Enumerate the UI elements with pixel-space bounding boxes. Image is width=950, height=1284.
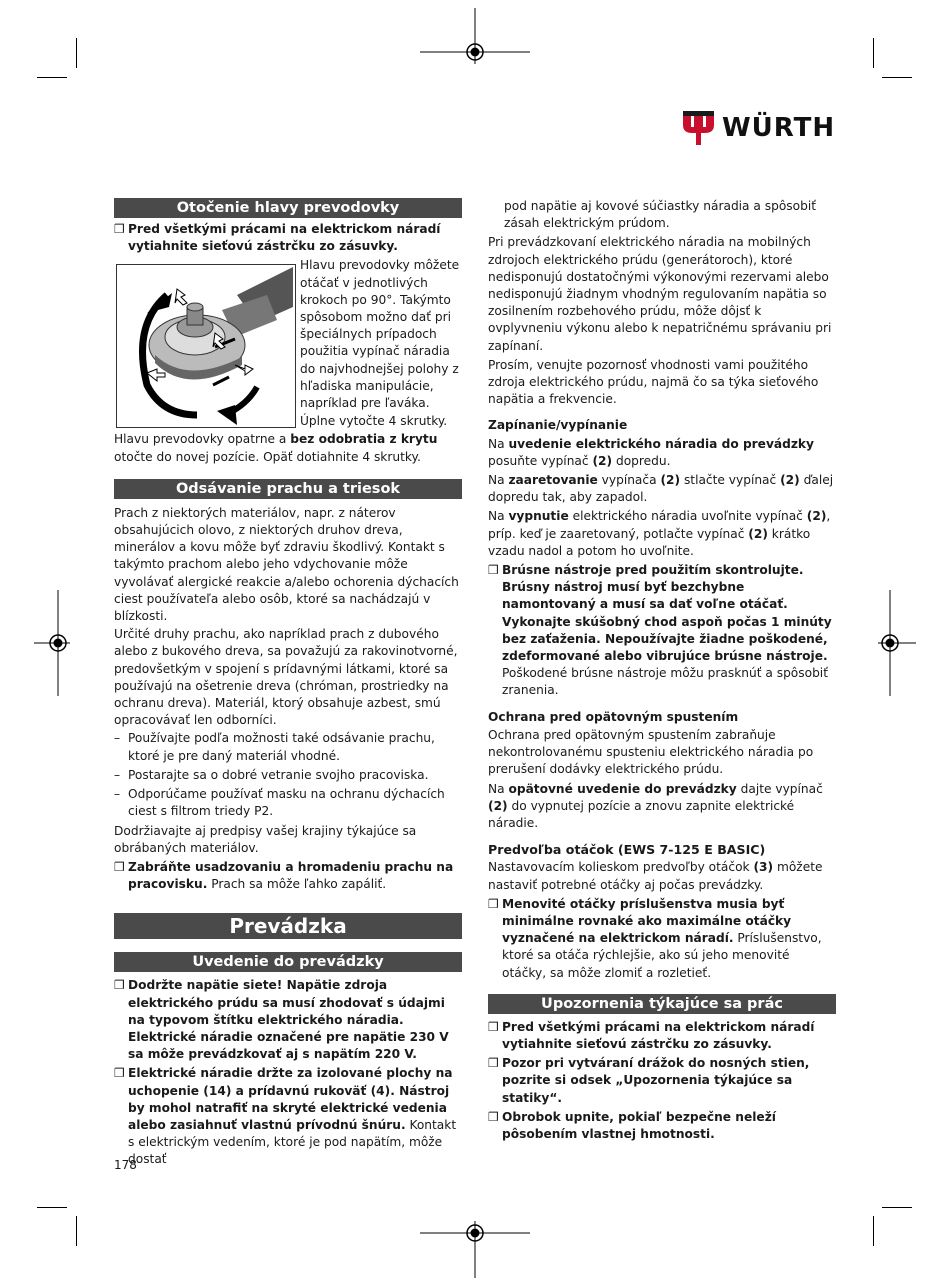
warning-box-icon: ❒ — [114, 222, 125, 236]
page-number: 178 — [114, 1158, 137, 1172]
gearhead-rotation-figure — [116, 264, 296, 428]
crop-mark — [873, 1216, 874, 1246]
crop-mark — [37, 77, 67, 78]
subheading-speed: Predvoľba otáčok (EWS 7-125 E BASIC) — [488, 842, 766, 858]
warning-text: Pred všetkými prácami na elektrickom náradí vytiahnite sieťovú zástrčku zo zásuvky. — [128, 222, 441, 254]
wurth-logo — [683, 111, 835, 145]
registration-mark-icon — [34, 590, 70, 696]
warning-item — [114, 221, 462, 255]
warning-item: ❒ Zabráňte usadzovaniu a hromadeniu prachu na pracovisku. Prach sa môže ľahko zapáliť. — [114, 859, 462, 893]
warning-item: ❒ Pred všetkými prácami na elektrickom náradí vytiahnite sieťovú zástrčku zo zásuvky. — [488, 1019, 836, 1053]
subheading-on-off: Zapínanie/vypínanie — [488, 418, 628, 433]
chapter-heading-operation: Prevádzka — [114, 913, 462, 939]
speed-paragraph: Nastavovacím kolieskom predvoľby otáčok (3) môžete nastaviť potrebné otáčky aj počas prevádzky. — [488, 860, 823, 892]
brand-name: WÜRTH — [722, 113, 836, 143]
warning-item: ❒ Obrobok upnite, pokiaľ bezpečne neleží pôsobením vlastnej hmotnosti. — [488, 1109, 836, 1143]
wurth-logo-icon — [683, 111, 714, 145]
on-paragraph: Na uvedenie elektrického náradia do prevádzky posuňte vypínač (2) dopredu. — [488, 436, 814, 468]
crop-mark — [882, 1207, 912, 1208]
warning-item: ❒ Dodržte napätie siete! Napätie zdroja elektrického prúdu sa musí zhodovať s údajmi na typovom štítku elektrického náradia. Elektrické náradie označené pre napätie 230 V sa môže prevádzkovať aj s napätím 220 V. — [114, 977, 462, 1063]
registration-mark-icon — [474, 1243, 476, 1278]
warning-box-icon: ❒ — [488, 563, 499, 578]
warning-box-icon: ❒ — [488, 896, 499, 911]
section-heading-work-notes: Upozornenia týkajúce sa prác — [488, 994, 836, 1014]
dust-paragraph: Určité druhy prachu, ako napríklad prach z dubového alebo z bukového dreva, sa považujú za rakovinotvorné, predovšetkým v spojení s prídavnými látkami, ktoré sa používajú na ošetrenie dreva (chróman, prostriedky na ochranu dreva). Materiál, ktorý obsahuje azbest, smú opracovávať len odborníci. — [114, 627, 458, 728]
rotate-text-block — [300, 257, 462, 430]
warning-item: ❒ Menovité otáčky príslušenstva musia byť minimálne rovnaké ako maximálne otáčky vyznačené na elektrickom náradí. Príslušenstvo, ktoré sa otáča rýchlejšie, ako sú jeho menovité otáčky, sa môže zlomiť a rozletieť. — [488, 896, 836, 982]
subheading-restart: Ochrana pred opätovným spustením — [488, 709, 739, 724]
section-heading-dust: Odsávanie prachu a triesok — [114, 479, 462, 499]
warning-box-icon: ❒ — [488, 1109, 499, 1124]
warning-item: ❒ Elektrické náradie držte za izolované plochy na uchopenie (14) a prídavnú rukoväť (4). Nástroj by mohol natrafiť na skryté elektrické vedenia alebo zasiahnuť vlastnú prívodnú šnúru. Kontakt s elektrickým vedením, ktoré je pod napätím, môže dostať — [114, 1065, 462, 1168]
list-item: – Odporúčame používať masku na ochranu dýchacích ciest s filtrom triedy P2. — [114, 787, 445, 819]
section-heading-rotate: Otočenie hlavy prevodovky — [114, 198, 462, 218]
section-heading-startup: Uvedenie do prevádzky — [114, 952, 462, 972]
warning-item: ❒ Pozor pri vytváraní drážok do nosných stien, pozrite si odsek „Upozornenia týkajúce sa statiky“. — [488, 1055, 836, 1107]
angle-grinder-head-illustration — [117, 265, 295, 427]
generator-paragraph: Pri prevádzkovaní elektrického náradia na mobilných zdrojoch elektrického prúdu (generátoroch), ktoré nedisponujú dostatočnými výkonovými rezervami alebo nedisponujú žiadnym vhodným regulovaním napätia so zosilnením rozbehového prúdu, môže dôjsť k ovplyvneniu výkonu alebo k nepatričnému správaniu pri zapínaní. — [488, 235, 832, 353]
warning-box-icon: ❒ — [488, 1056, 499, 1071]
crop-mark — [882, 77, 912, 78]
dust-paragraph: Prach z niektorých materiálov, napr. z náterov obsahujúcich olovo, z niektorých druhov dreva, minerálov a kovu môže byť zdraviu škodlivý. Kontakt s takýmto prachom alebo jeho vdychovanie môže vyvolávať alergické reakcie a/alebo ochorenia dýchacích ciest používateľa alebo osôb, ktoré sa nachádzajú v blízkosti. — [114, 505, 459, 624]
restart-paragraph: Ochrana pred opätovným spustením zabraňuje nekontrolovanému spusteniu elektrického náradia po prerušení dodávky elektrického prúdu. — [488, 727, 814, 777]
registration-mark-icon — [474, 8, 476, 44]
generator-paragraph: Prosím, venujte pozornosť vhodnosti vami použitého zdroja elektrického prúdu, najmä čo sa týka sieťového napätia a frekvencie. — [488, 357, 819, 407]
warning-item: ❒ Brúsne nástroje pred použitím skontrolujte. Brúsny nástroj musí byť bezchybne namontovaný a musí sa dať voľne otáčať. Vykonajte skúšobný chod aspoň počas 1 minúty bez zaťaženia. Nepoužívajte žiadne poškodené, zdeformované alebo vibrujúce brúsne nástroje. Poškodené brúsne nástroje môžu prasknúť a spôsobiť zranenia. — [488, 562, 836, 700]
crop-mark — [873, 38, 874, 68]
warning-box-icon: ❒ — [488, 1019, 499, 1034]
off-paragraph: Na vypnutie elektrického náradia uvoľnite vypínač (2), príp. keď je zaaretovaný, potlačte vypínač (2) krátko vzadu nadol a potom ho uvoľnite. — [488, 509, 831, 558]
warning-box-icon: ❒ — [114, 1066, 125, 1081]
crop-mark — [37, 1207, 67, 1208]
registration-mark-icon — [420, 1221, 530, 1245]
paragraph-continuation: pod napätie aj kovové súčiastky náradia a spôsobiť zásah elektrickým prúdom. — [504, 199, 816, 231]
warning-box-icon: ❒ — [114, 859, 125, 874]
dust-paragraph: Dodržiavajte aj predpisy vašej krajiny týkajúce sa obrábaných materiálov. — [114, 823, 417, 855]
rotate-paragraph: Úplne vytočte 4 skrutky. — [300, 414, 448, 429]
right-column — [488, 198, 836, 1143]
registration-mark-icon — [878, 590, 916, 696]
crop-mark — [76, 1216, 77, 1246]
crop-mark — [76, 38, 77, 68]
warning-box-icon: ❒ — [114, 978, 125, 993]
rotate-paragraph: Hlavu prevodovky opatrne a bez odobratia z krytu otočte do novej pozície. Opäť dotiahnite 4 skrutky. — [114, 432, 438, 464]
lock-paragraph: Na zaaretovanie vypínača (2) stlačte vypínač (2) ďalej dopredu tak, aby zapadol. — [488, 473, 834, 505]
restart-paragraph: Na opätovné uvedenie do prevádzky dajte vypínač (2) do vypnutej pozície a znovu zapnite elektrické náradie. — [488, 781, 823, 830]
rotate-paragraph: Hlavu prevodovky môžete otáčať v jednotlivých krokoch po 90°. Takýmto spôsobom možno dať pri špeciálnych prípadoch použitia vypínač náradia do najvhodnejšej polohy z hľadiska manipulácie, napríklad pre ľaváka. — [300, 258, 460, 411]
list-item: – Používajte podľa možnosti také odsávanie prachu, ktoré je pre daný materiál vhodné. — [114, 731, 435, 763]
list-item: – Postarajte sa o dobré vetranie svojho pracoviska. — [114, 767, 429, 782]
